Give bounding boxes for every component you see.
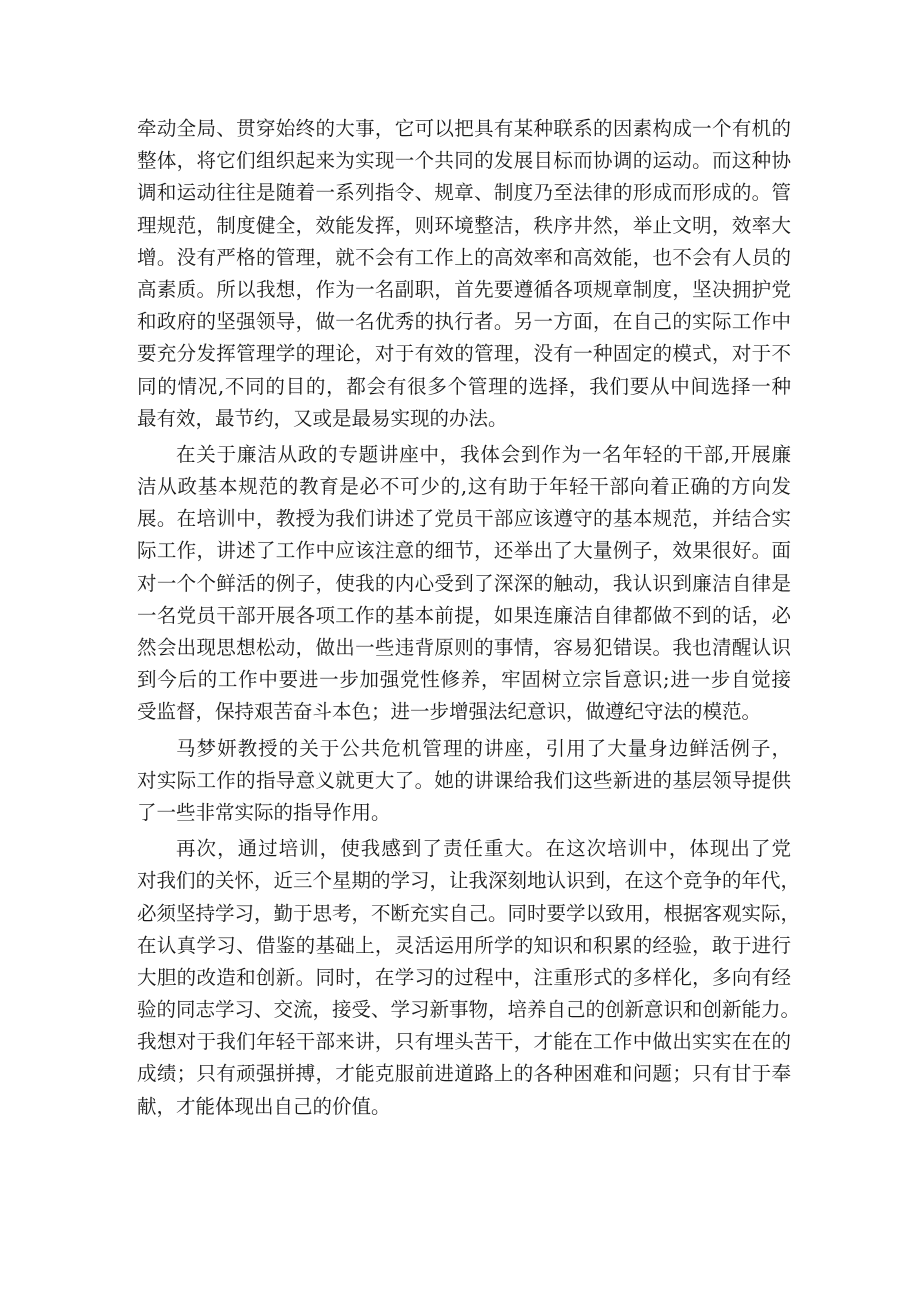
- paragraph-crisis-management: [137, 733, 791, 830]
- text-line: 必须坚持学习，勤于思考，不断充实自己。同时要学以致用，根据客观实际，: [137, 901, 801, 925]
- text-line: 然会出现思想松动，做出一些违背原则的事情，容易犯错误。我也清醒认识: [137, 636, 791, 659]
- text-line: 高素质。所以我想，作为一名副职，首先要遵循各项规章制度，坚决拥护党: [137, 277, 791, 301]
- text-line: 理规范，制度健全，效能发挥，则环境整洁，秩序井然，举止文明，效率大: [137, 213, 791, 237]
- text-line: 同的情况,不同的目的，都会有很多个管理的选择，我们要从中间选择一种: [137, 374, 791, 398]
- text-line: 对一个个鲜活的例子，使我的内心受到了深深的触动，我认识到廉洁自律是: [137, 571, 791, 595]
- text-line: 牵动全局、贯穿始终的大事，它可以把具有某种联系的因素构成一个有机的: [137, 117, 791, 140]
- text-line: 了一些非常实际的指导作用。: [137, 800, 391, 824]
- text-line: 大胆的改造和创新。同时，在学习的过程中，注重形式的多样化，多向有经: [137, 965, 791, 989]
- text-line: 验的同志学习、交流，接受、学习新事物，培养自己的创新意识和创新能力。: [137, 998, 801, 1022]
- paragraph-integrity: [137, 439, 791, 729]
- document-body: [137, 113, 801, 1127]
- text-line: 整体，将它们组织起来为实现一个共同的发展目标而协调的运动。而这种协: [137, 149, 791, 173]
- text-line: 和政府的坚强领导，做一名优秀的执行者。另一方面，在自己的实际工作中: [137, 310, 791, 334]
- text-line: 献，才能体现出自己的价值。: [137, 1094, 391, 1118]
- text-line: 增。没有严格的管理，就不会有工作上的高效率和高效能，也不会有人员的: [137, 245, 791, 269]
- paragraph-responsibility: [137, 833, 801, 1123]
- text-line: 我想对于我们年轻干部来讲，只有埋头苦干，才能在工作中做出实实在在的: [137, 1030, 791, 1054]
- text-line: 对实际工作的指导意义就更大了。她的讲课给我们这些新进的基层领导提供: [137, 768, 791, 792]
- text-line: 在关于廉洁从政的专题讲座中，我体会到作为一名年轻的干部,开展廉: [176, 442, 791, 466]
- text-line: 要充分发挥管理学的理论，对于有效的管理，没有一种固定的模式，对于不: [137, 342, 791, 366]
- text-line: 受监督，保持艰苦奋斗本色；进一步增强法纪意识，做遵纪守法的模范。: [137, 700, 762, 724]
- text-line: 再次，通过培训，使我感到了责任重大。在这次培训中，体现出了党: [176, 837, 791, 861]
- text-line: 马梦妍教授的关于公共危机管理的讲座，引用了大量身边鲜活例子，: [176, 736, 791, 760]
- text-line: 最有效，最节约，又或是最易实现的办法。: [137, 406, 508, 430]
- text-line: 一名党员干部开展各项工作的基本前提，如果连廉洁自律都做不到的话，必: [137, 603, 791, 627]
- text-line: 调和运动往往是随着一系列指令、规章、制度乃至法律的形成而形成的。管: [137, 181, 791, 205]
- text-line: 对我们的关怀，近三个星期的学习，让我深刻地认识到，在这个竞争的年代，: [137, 869, 801, 893]
- text-line: 际工作，讲述了工作中应该注意的细节，还举出了大量例子，效果很好。面: [137, 539, 791, 563]
- text-line: 在认真学习、借鉴的基础上，灵活运用所学的知识和积累的经验，敢于进行: [137, 933, 791, 957]
- text-line: 成绩；只有顽强拼搏，才能克服前进道路上的各种困难和问题；只有甘于奉: [137, 1062, 791, 1086]
- text-line: 洁从政基本规范的教育是必不可少的,这有助于年轻干部向着正确的方向发: [137, 475, 791, 499]
- paragraph-management: [137, 113, 791, 435]
- text-line: 到今后的工作中要进一步加强党性修养，牢固树立宗旨意识;进一步自觉接: [137, 668, 791, 692]
- text-line: 展。在培训中，教授为我们讲述了党员干部应该遵守的基本规范，并结合实: [137, 507, 791, 531]
